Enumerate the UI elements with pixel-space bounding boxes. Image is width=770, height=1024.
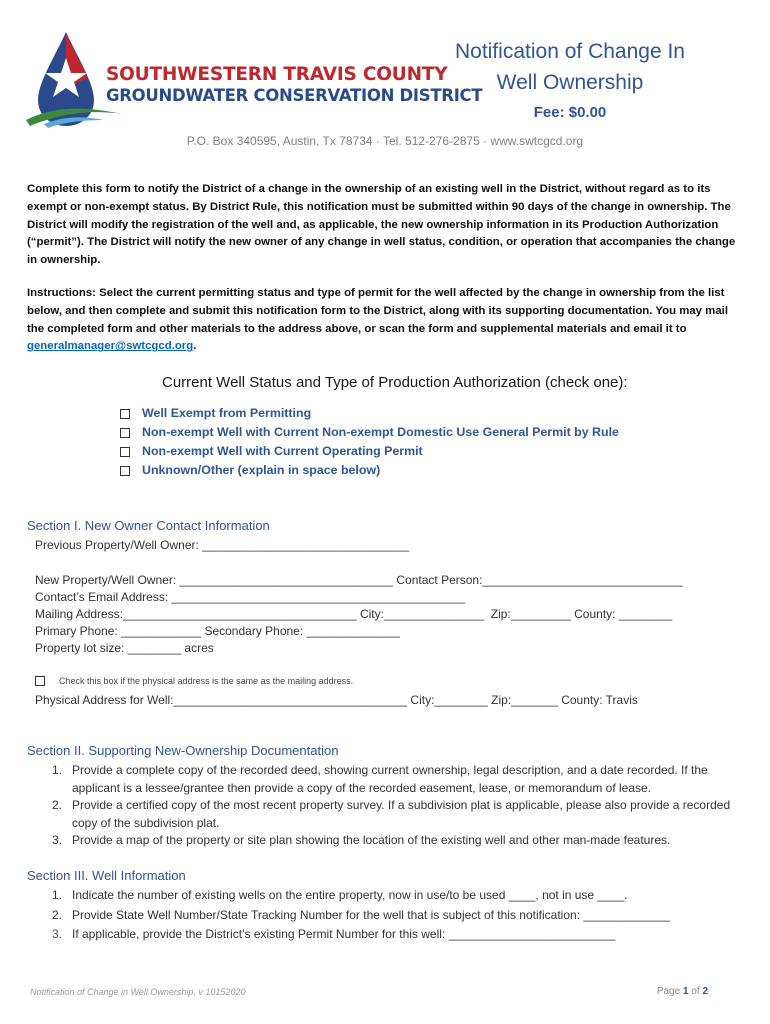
phone-fields[interactable]: Primary Phone: ____________ Secondary Phone: ______________ bbox=[35, 624, 400, 638]
same-address-check[interactable] bbox=[35, 676, 353, 686]
item-number: 1. bbox=[52, 763, 63, 777]
form-title-line1: Notification of Change In bbox=[455, 40, 685, 63]
item-text: If applicable, provide the District’s existing Permit Number for this well: _________________________ bbox=[72, 927, 616, 941]
section2-list bbox=[52, 762, 752, 850]
item-text: Provide a map of the property or site plan showing the location of the existing well and other man-made features. bbox=[72, 833, 671, 847]
fee-label: Fee: $0.00 bbox=[533, 104, 607, 121]
district-logo bbox=[24, 28, 483, 128]
status-option-label: Non-exempt Well with Current Non-exempt Domestic Use General Permit by Rule bbox=[142, 425, 619, 439]
page-of: of bbox=[688, 986, 703, 997]
previous-owner-field[interactable]: Previous Property/Well Owner: _______________________________ bbox=[35, 538, 410, 552]
status-heading: Current Well Status and Type of Production Authorization (check one): bbox=[162, 374, 628, 391]
section1-heading: Section I. New Owner Contact Information bbox=[27, 518, 270, 533]
page-label: Page bbox=[656, 986, 683, 997]
mailing-address-field[interactable]: Mailing Address:___________________________________ City:_______________ Zip:_________ County: ________ bbox=[35, 607, 673, 621]
checkbox[interactable] bbox=[120, 447, 130, 457]
item-number: 3. bbox=[52, 833, 63, 847]
form-title-block bbox=[420, 36, 720, 121]
checkbox[interactable] bbox=[120, 428, 130, 438]
new-owner-field[interactable]: New Property/Well Owner: ________________________________ Contact Person:______________________________ bbox=[35, 573, 683, 587]
page-total: 2 bbox=[702, 986, 708, 997]
logo-line1: SOUTHWESTERN TRAVIS COUNTY bbox=[106, 64, 448, 85]
district-address: P.O. Box 340595, Austin, Tx 78734 · Tel. 512-276-2875 · www.swtcgcd.org bbox=[186, 134, 584, 148]
same-address-label: Check this box if the physical address is the same as the mailing address. bbox=[59, 676, 354, 686]
item-text: Provide a complete copy of the recorded deed, showing current ownership, legal description, and a date recorded. If the applicant is a lessee/grantee then provide a copy of the recorded easement, lease, or memorandum of lease. bbox=[72, 763, 708, 795]
item-number: 2. bbox=[52, 798, 63, 812]
intro-paragraph: Complete this form to notify the District of a change in the ownership of an existing well in the District, without regard as to its exempt or non-exempt status. By District Rule, this notification must be submitted within 90 days of the change in ownership. The District will modify the registration of the well and, as applicable, the new ownership information in its Production Authorization (“permit”). The District will notify the new owner of any change in well status, condition, or operation that accompanies the change in ownership. bbox=[27, 183, 736, 267]
contact-email-field[interactable]: Contact’s Email Address: ____________________________________________ bbox=[35, 590, 466, 604]
item-text: Provide State Well Number/State Tracking Number for the well that is subject of this notification: _____________ bbox=[72, 907, 671, 922]
section2-heading: Section II. Supporting New-Ownership Documentation bbox=[27, 743, 339, 758]
instructions-paragraph bbox=[27, 285, 747, 356]
physical-address-field[interactable]: Physical Address for Well:___________________________________ City:________ Zip:_______ County: Travis bbox=[35, 693, 638, 707]
section3-heading: Section III. Well Information bbox=[27, 868, 186, 883]
checkbox[interactable] bbox=[35, 676, 45, 686]
status-option-general-permit[interactable] bbox=[120, 423, 619, 442]
list-item bbox=[52, 762, 752, 797]
instructions-text: Instructions: Select the current permitting status and type of permit for the well affected by the change in ownership from the list below, and then complete and submit this notification form to the District, along with its supporting documentation. You may mail the completed form and other materials to the address above, or scan the form and supplemental materials and email it to bbox=[27, 287, 728, 335]
section3-list bbox=[52, 887, 752, 944]
page-number bbox=[657, 986, 708, 997]
item-text: Provide a certified copy of the most recent property survey. If a subdivision plat is applicable, please also provide a recorded copy of the subdivision plat. bbox=[72, 798, 731, 830]
status-option-label: Unknown/Other (explain in space below) bbox=[142, 463, 381, 477]
status-option-label: Well Exempt from Permitting bbox=[142, 406, 312, 420]
status-option-operating-permit[interactable] bbox=[120, 442, 619, 461]
email-link[interactable]: generalmanager@swtcgcd.org bbox=[27, 340, 194, 353]
status-options bbox=[120, 404, 619, 480]
list-item bbox=[52, 926, 752, 944]
item-number: 3. bbox=[52, 927, 63, 941]
status-option-label: Non-exempt Well with Current Operating Permit bbox=[142, 444, 423, 458]
form-title-line2: Well Ownership bbox=[496, 71, 644, 94]
page-current: 1 bbox=[682, 986, 689, 997]
logo-line2: GROUNDWATER CONSERVATION DISTRICT bbox=[106, 86, 483, 105]
item-number: 1. bbox=[52, 888, 63, 902]
checkbox[interactable] bbox=[120, 466, 130, 476]
item-number: 2. bbox=[52, 907, 63, 922]
footer-version: Notification of Change in Well Ownership, v 10152020 bbox=[30, 987, 246, 997]
item-text: Indicate the number of existing wells on the entire property, now in use/to be used ____, not in use ____. bbox=[72, 888, 628, 902]
status-option-exempt[interactable] bbox=[120, 404, 619, 423]
list-item bbox=[52, 832, 752, 850]
list-item bbox=[52, 797, 752, 832]
list-item bbox=[52, 887, 752, 905]
list-item bbox=[52, 907, 752, 925]
instructions-end: . bbox=[193, 340, 197, 353]
lot-size-field[interactable]: Property lot size: ________ acres bbox=[35, 641, 214, 655]
checkbox[interactable] bbox=[120, 409, 130, 419]
status-option-unknown[interactable] bbox=[120, 461, 619, 480]
